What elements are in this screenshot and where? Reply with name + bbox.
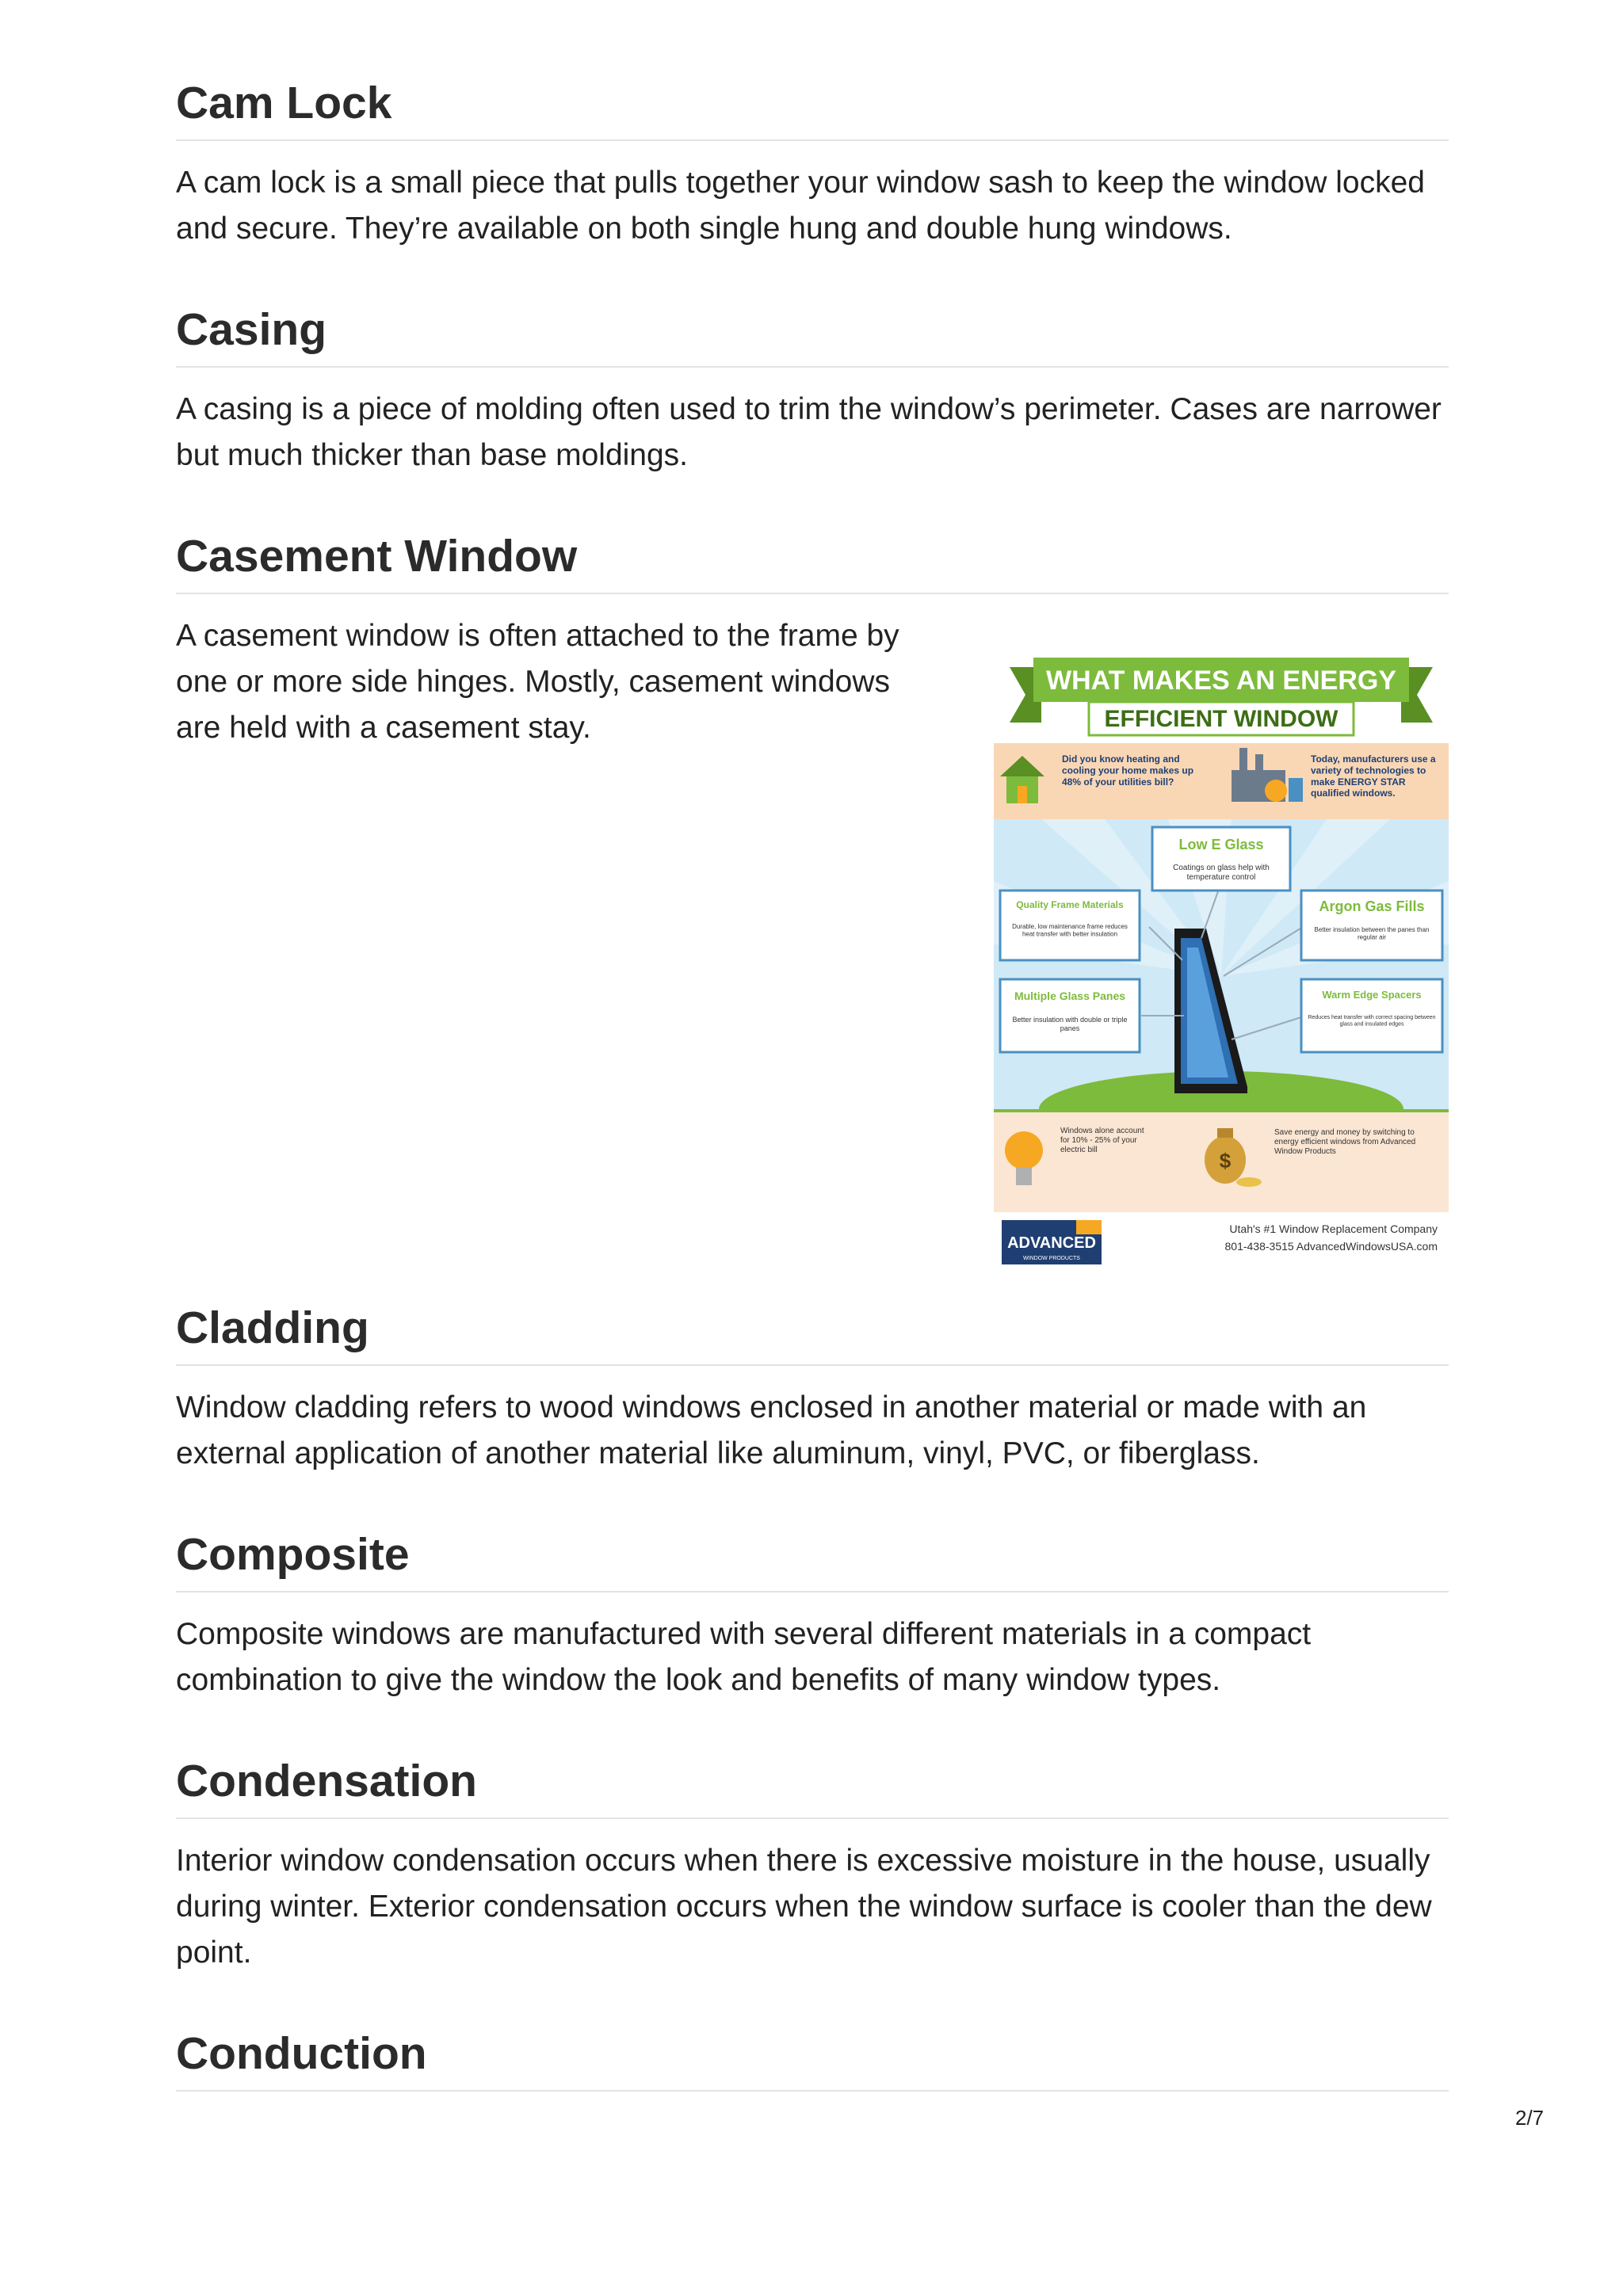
- spacers-title: Warm Edge Spacers: [1322, 989, 1422, 1001]
- argon-title: Argon Gas Fills: [1319, 898, 1425, 914]
- section-casing: [176, 303, 1449, 479]
- money-text: Save energy and money by switching to energy efficient windows from Advanced Window Products: [1274, 1128, 1416, 1156]
- svg-text:$: $: [1219, 1149, 1232, 1173]
- argon-body: Better insulation between the panes than regular air: [1314, 926, 1430, 941]
- infographic-title-line2: EFFICIENT WINDOW: [1104, 706, 1338, 732]
- section-conduction: [176, 2027, 1449, 2092]
- section-heading: Casing: [176, 304, 327, 355]
- intro-right-text: Today, manufacturers use a variety of technologies to make ENERGY STAR qualified windows.: [1311, 753, 1436, 799]
- heading-divider: [176, 2090, 1449, 2092]
- savings-band: [994, 1112, 1449, 1212]
- logo-text: ADVANCED: [1007, 1234, 1096, 1252]
- bulb-text: Windows alone account for 10% - 25% of your electric bill: [1060, 1127, 1144, 1154]
- heading-divider: [176, 1364, 1449, 1366]
- footer-contact-line: 801-438-3515 AdvancedWindowsUSA.com: [1224, 1240, 1438, 1253]
- section-cladding: [176, 1301, 1449, 1477]
- spacers-body: Reduces heat transfer with correct spacing between glass and insulated edges: [1308, 1015, 1436, 1028]
- infographic-title-line1: WHAT MAKES AN ENERGY: [1046, 666, 1396, 696]
- multiple-panes-box: [1000, 979, 1140, 1052]
- section-composite: [176, 1527, 1449, 1703]
- heading-divider: [176, 139, 1449, 141]
- intro-left-text: Did you know heating and cooling your home makes up 48% of your utilities bill?: [1062, 753, 1194, 788]
- advanced-logo: [1002, 1220, 1102, 1264]
- section-paragraph: A cam lock is a small piece that pulls together your window sash to keep the window locked and secure. They’re available on both single hung and double hung windows.: [176, 166, 1425, 246]
- logo-subtext: WINDOW PRODUCTS: [1023, 1256, 1080, 1261]
- section-heading: Cladding: [176, 1302, 369, 1353]
- argon-gas-box: [1301, 891, 1442, 960]
- section-heading: Casement Window: [176, 531, 578, 582]
- section-paragraph: A casement window is often attached to the frame by one or more side hinges. Mostly, casement windows are held with a casement stay.: [176, 619, 899, 745]
- footer-company-line: Utah's #1 Window Replacement Company: [1229, 1222, 1438, 1235]
- section-heading: Cam Lock: [176, 78, 392, 128]
- intro-band: [994, 743, 1449, 819]
- frame-title: Quality Frame Materials: [1016, 899, 1124, 910]
- section-heading: Conduction: [176, 2028, 427, 2079]
- infographic-footer: [994, 1212, 1449, 1269]
- heading-divider: [176, 366, 1449, 368]
- low-e-glass-box: [1152, 827, 1290, 891]
- panes-title: Multiple Glass Panes: [1014, 990, 1126, 1002]
- section-paragraph: Window cladding refers to wood windows enclosed in another material or made with an external application of another material like aluminum, vinyl, PVC, or fiberglass.: [176, 1390, 1367, 1470]
- warm-edge-spacers-box: [1301, 979, 1442, 1052]
- low-e-title: Low E Glass: [1178, 837, 1264, 852]
- section-paragraph: A casing is a piece of molding often used to trim the window’s perimeter. Cases are narrower but much thicker than base moldings.: [176, 392, 1442, 472]
- low-e-body: Coatings on glass help with temperature control: [1173, 864, 1270, 882]
- section-condensation: [176, 1754, 1449, 1976]
- panes-body: Better insulation with double or triple panes: [1012, 1016, 1128, 1032]
- page-number: 2/7: [1515, 2106, 1545, 2130]
- heading-divider: [176, 1817, 1449, 1819]
- heading-divider: [176, 1591, 1449, 1592]
- energy-efficient-window-infographic: [994, 643, 1449, 1269]
- section-paragraph: Composite windows are manufactured with several different materials in a compact combination to give the window the look and benefits of many window types.: [176, 1617, 1312, 1697]
- frame-body: Durable, low maintenance frame reduces heat transfer with better insulation: [1012, 923, 1128, 938]
- section-heading: Condensation: [176, 1756, 477, 1806]
- frame-materials-box: [1000, 891, 1140, 960]
- section-paragraph: Interior window condensation occurs when there is excessive moisture in the house, usually during winter. Exterior condensation occurs when the window surface is cooler than the dew point.: [176, 1844, 1432, 1970]
- section-cam-lock: [176, 76, 1449, 252]
- section-heading: Composite: [176, 1529, 410, 1580]
- heading-divider: [176, 593, 1449, 594]
